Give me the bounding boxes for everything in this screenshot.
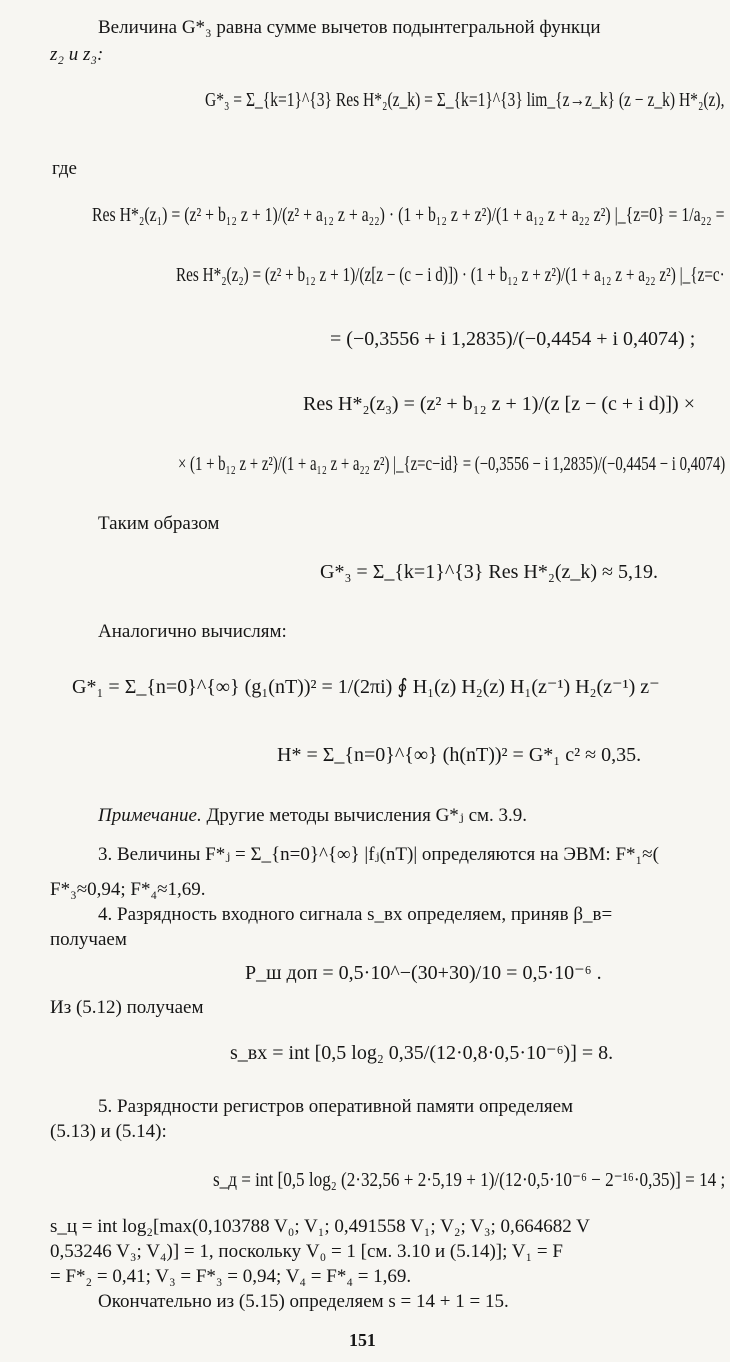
text-line: получаем	[50, 929, 127, 950]
text-line: = F*₂ = 0,41; V₃ = F*₃ = 0,94; V₄ = F*₄ = 1,69.	[50, 1266, 412, 1287]
text-line: Таким образом	[98, 513, 220, 534]
text-line: s_ц = int log₂[max(0,103788 V₀; V₁; 0,491558 V₁; V₂; V₃; 0,664682 V	[50, 1216, 590, 1237]
formula-res-z2: Res H*₂(z₂) = (z² + b₁₂ z + 1)/(z[z − (c − i d)]) · (1 + b₁₂ z + z²)/(1 + a₁₂ z + a₂₂ z²) |_{z=c·	[176, 264, 725, 286]
formula-g3-result: G*₃ = Σ_{k=1}^{3} Res H*₂(z_k) ≈ 5,19.	[320, 561, 658, 583]
text-line: F*₃≈0,94; F*₄≈1,69.	[50, 879, 206, 900]
text-line: Окончательно из (5.15) определяем s = 14 + 1 = 15.	[98, 1291, 509, 1312]
page-number: 151	[349, 1330, 376, 1350]
formula-h-star: H* = Σ_{n=0}^{∞} (h(nT))² = G*₁ c² ≈ 0,35.	[277, 744, 642, 766]
text-line: Аналогично вычислям:	[98, 621, 287, 642]
formula-res-z1: Res H*₂(z₁) = (z² + b₁₂ z + 1)/(z² + a₁₂ z + a₂₂) · (1 + b₁₂ z + z²)/(1 + a₁₂ z + a₂₂ z²) |_{z=0} = 1/a₂₂ =	[92, 204, 725, 226]
formula-g3-definition: G*₃ = Σ_{k=1}^{3} Res H*₂(z_k) = Σ_{k=1}^{3} lim_{z→z_k} (z − z_k) H*₂(z),	[205, 89, 725, 111]
text-line: где	[52, 158, 77, 179]
formula-g1: G*₁ = Σ_{n=0}^{∞} (g₁(nT))² = 1/(2πi) ∮ H₁(z) H₂(z) H₁(z⁻¹) H₂(z⁻¹) z⁻	[72, 676, 660, 698]
note-text: Другие методы вычисления G*ⱼ см. 3.9.	[201, 805, 528, 826]
note-line	[98, 804, 527, 828]
formula-res-z2-value: = (−0,3556 + i 1,2835)/(−0,4454 + i 0,4074) ;	[330, 328, 696, 350]
text-line: Величина G*₃ равна сумме вычетов подынтегральной функци	[98, 17, 601, 38]
formula-s-input: s_вх = int [0,5 log₂ 0,35/(12·0,8·0,5·10⁻⁶)] = 8.	[230, 1042, 614, 1064]
text-line: 5. Разрядности регистров оперативной памяти определяем	[98, 1096, 574, 1117]
formula-s-d: s_д = int [0,5 log₂ (2·32,56 + 2·5,19 + 1)/(12·0,5·10⁻⁶ − 2⁻¹⁶·0,35)] = 14 ;	[213, 1169, 726, 1191]
text-line: 4. Разрядность входного сигнала s_вх определяем, приняв β_в=	[98, 904, 613, 925]
formula-res-z3-value: × (1 + b₁₂ z + z²)/(1 + a₁₂ z + a₂₂ z²) |_{z=c−id} = (−0,3556 − i 1,2835)/(−0,4454 − i 0,4074)	[178, 453, 726, 475]
text-line: 3. Величины F*ⱼ = Σ_{n=0}^{∞} |fⱼ(nT)| определяются на ЭВМ: F*₁≈(	[98, 844, 659, 865]
text-line: Из (5.12) получаем	[50, 997, 204, 1018]
note-label: Примечание.	[98, 805, 202, 826]
text-line: 0,53246 V₃; V₄)] = 1, поскольку V₀ = 1 [см. 3.10 и (5.14)]; V₁ = F	[50, 1241, 563, 1262]
text-line: z₂ и z₃:	[50, 44, 104, 65]
text-line: (5.13) и (5.14):	[50, 1121, 167, 1142]
formula-res-z3: Res H*₂(z₃) = (z² + b₁₂ z + 1)/(z [z − (c + i d)]) ×	[303, 393, 695, 415]
formula-p-noise: P_ш доп = 0,5·10^−(30+30)/10 = 0,5·10⁻⁶ .	[245, 962, 602, 984]
